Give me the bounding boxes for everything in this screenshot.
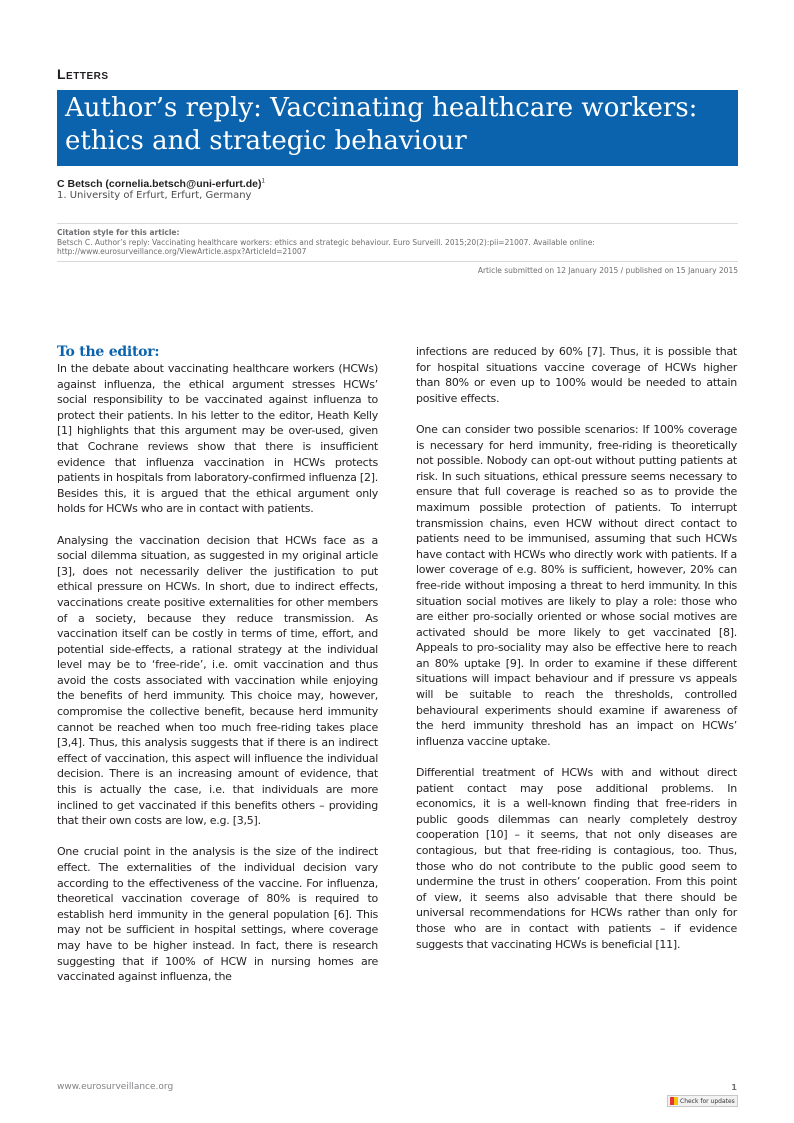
page-number: 1: [731, 1083, 737, 1092]
body-paragraph: Differential treatment of HCWs with and without direct patient contact may pose additional problems. In economics, it is a well-known finding that free-riders in public goods dilemmas can nearly completely destroy cooperation [10] – it seems, that not only diseases are contagious, but that free-riding is contagious, too. Thus, those who do not contribute to the public good seem to undermine the trust in others’ cooperation. From this point of view, it seems also advisable that there should be universal recommendations for HCWs rather than only for those who are in contact with patients – if evidence suggests that vaccinating HCWs is beneficial [11].: [416, 766, 737, 951]
body-paragraph: One crucial point in the analysis is the size of the indirect effect. The externalities of the individual decision vary according to the effectiveness of the vaccine. For influenza, theoretical vaccination coverage of 80% is required to establish herd immunity in the general population [6]. This may not be sufficient in hospital settings, where coverage may have to be higher instead. In fact, there is research suggesting that if 100% of HCW in nursing homes are vaccinated against influenza, the: [57, 845, 378, 984]
check-for-updates-icon: [670, 1097, 678, 1105]
citation-block: [57, 228, 738, 257]
body-column-left: [57, 344, 378, 1000]
author-affiliation: 1. University of Erfurt, Erfurt, Germany: [57, 190, 252, 201]
author-name: C Betsch (cornelia.betsch@uni-erfurt.de): [57, 178, 262, 190]
body-paragraph: Analysing the vaccination decision that HCWs face as a social dilemma situation, as suggested in my original article [3], does not necessarily deliver the justification to put ethical pressure on HCWs. In short, due to indirect effects, vaccinations create positive externalities for other members of a society, because they reduce transmission. As vaccination itself can be costly in terms of time, effort, and potential side-effects, a rational strategy at the individual level may be to ‘free-ride’, i.e. omit vaccination and thus avoid the costs associated with vaccination while enjoying the benefits of herd immunity. This choice may, however, compromise the collective benefit, because herd immunity cannot be reached when too much free-riding takes place [3,4]. Thus, this analysis suggests that if there is an indirect effect of vaccination, this aspect will influence the individual decision. There is an increasing amount of evidence, that this is actually the case, i.e. that individuals are more inclined to get vaccinated if this benefits others – providing that their own costs are low, e.g. [3,5].: [57, 533, 378, 828]
check-for-updates-button[interactable]: [667, 1095, 738, 1107]
title-banner: [57, 90, 738, 166]
check-for-updates-label: Check for updates: [680, 1097, 735, 1105]
body-paragraph: infections are reduced by 60% [7]. Thus, it is possible that for hospital situations vaccine coverage of HCWs higher than 80% or even up to 100% would be needed to attain positive effects.: [416, 345, 737, 405]
submission-dates: Article submitted on 12 January 2015 / published on 15 January 2015: [477, 266, 738, 275]
divider: [57, 223, 738, 224]
section-label: Letters: [57, 66, 109, 82]
article-title: Author’s reply: Vaccinating healthcare workers: ethics and strategic behaviour: [65, 93, 698, 156]
body-paragraph: In the debate about vaccinating healthcare workers (HCWs) against influenza, the ethical argument stresses HCWs’ social responsibility to be vaccinated against influenza to protect their patients. In his letter to the editor, Heath Kelly [1] highlights that this argument may be over-used, given that Cochrane reviews show that there is insufficient evidence that influenza vaccination in HCWs protects patients in hospitals from laboratory-confirmed influenza [2]. Besides this, it is argued that the ethical argument only holds for HCWs who are in contact with patients.: [57, 362, 378, 516]
body-column-right: [416, 344, 737, 968]
body-paragraph: One can consider two possible scenarios: If 100% coverage is necessary for herd immunity, free-riding is theoretically not possible. Nobody can opt-out without putting patients at risk. In such situations, ethical pressure seems necessary to ensure that full coverage is reached so as to provide the maximum possible protection of patients. To interrupt transmission chains, even HCW without direct contact to patients need to be immunised, assuming that such HCWs have contact with HCWs who directly work with patients. If a lower coverage of e.g. 80% is sufficient, however, 20% can free-ride without imposing a threat to herd immunity. In this situation social motives are likely to play a role: those who are either pro-socially oriented or whose social motives are activated should be more likely to get vaccinated [8]. Appeals to pro-sociality may also be effective here to reach an 80% uptake [9]. In order to examine if these different situations will impact behaviour and if pressure vs appeals will be suitable to reach the thresholds, controlled behavioural experiments should examine if awareness of the herd immunity threshold has an impact on HCWs’ influenza vaccine uptake.: [416, 422, 737, 748]
footer-url[interactable]: www.eurosurveillance.org: [57, 1082, 174, 1092]
divider: [57, 261, 738, 262]
section-heading: To the editor:: [57, 344, 160, 360]
affiliation-marker: 1: [261, 178, 265, 185]
citation-text: Betsch C. Author’s reply: Vaccinating healthcare workers: ethics and strategic behaviour. Euro Surveill. 2015;20(2):pii=21007. Available online: http://www.eurosurveillance.org/ViewArticle.aspx?ArticleId=21007: [57, 237, 595, 257]
citation-heading: Citation style for this article:: [57, 228, 180, 237]
author-line: [57, 178, 265, 190]
